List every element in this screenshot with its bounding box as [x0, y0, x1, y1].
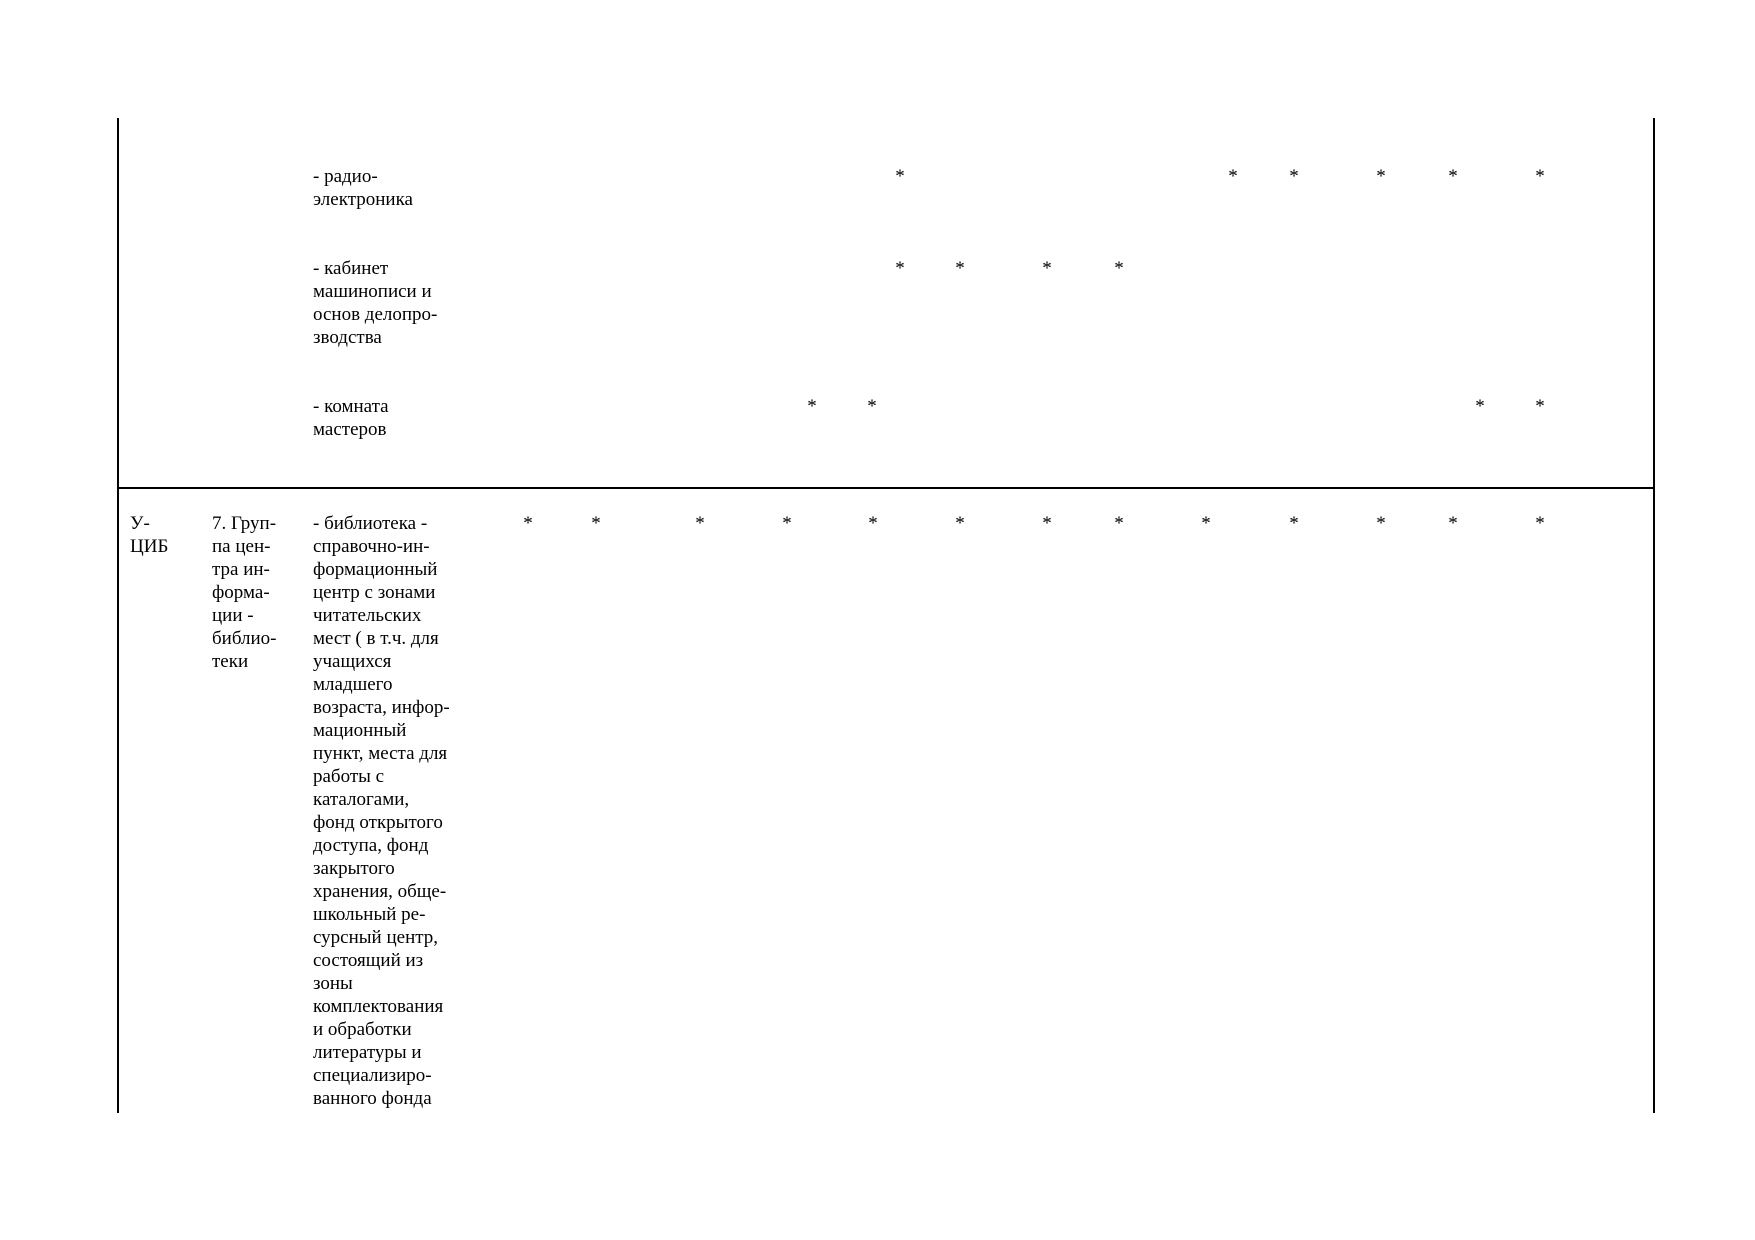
row-separator — [117, 487, 1655, 489]
availability-mark: * — [895, 166, 905, 187]
availability-mark: * — [807, 396, 817, 417]
availability-mark: * — [1289, 513, 1299, 534]
availability-mark: * — [867, 396, 877, 417]
table-left-border — [117, 118, 119, 1113]
table-right-border — [1653, 118, 1655, 1113]
availability-mark: * — [868, 513, 878, 534]
availability-mark: * — [523, 513, 533, 534]
room-name: - кабинет машинописи и основ делопро- зводства — [313, 258, 438, 348]
availability-mark: * — [1448, 166, 1458, 187]
availability-mark: * — [1535, 513, 1545, 534]
availability-mark: * — [1535, 396, 1545, 417]
availability-mark: * — [591, 513, 601, 534]
room-name: - радио- электроника — [313, 166, 413, 210]
availability-mark: * — [1448, 513, 1458, 534]
availability-mark: * — [695, 513, 705, 534]
availability-mark: * — [1376, 513, 1386, 534]
availability-mark: * — [1376, 166, 1386, 187]
availability-mark: * — [955, 513, 965, 534]
availability-mark: * — [1114, 513, 1124, 534]
availability-mark: * — [1475, 396, 1485, 417]
room-name: - библиотека - справочно-ин- формационный центр с зонами читательских мест ( в т.ч. для учащихся младшего возраста, инфор- мационный пункт, места для работы с каталогами, фонд открытого доступа, фонд закрытого хранения, обще- школьный ре- сурсный центр, состоящий из зоны комплектования и обработки литературы и специализиро- ванного фонда — [313, 513, 450, 1109]
room-group: 7. Груп- па цен- тра ин- форма- ции - библио- теки — [212, 513, 277, 672]
availability-mark: * — [895, 258, 905, 279]
availability-mark: * — [955, 258, 965, 279]
room-name: - комната мастеров — [313, 396, 389, 440]
availability-mark: * — [1042, 513, 1052, 534]
availability-mark: * — [782, 513, 792, 534]
availability-mark: * — [1289, 166, 1299, 187]
availability-mark: * — [1535, 166, 1545, 187]
room-code: У- ЦИБ — [130, 513, 169, 557]
availability-mark: * — [1042, 258, 1052, 279]
availability-mark: * — [1114, 258, 1124, 279]
availability-mark: * — [1201, 513, 1211, 534]
availability-mark: * — [1228, 166, 1238, 187]
